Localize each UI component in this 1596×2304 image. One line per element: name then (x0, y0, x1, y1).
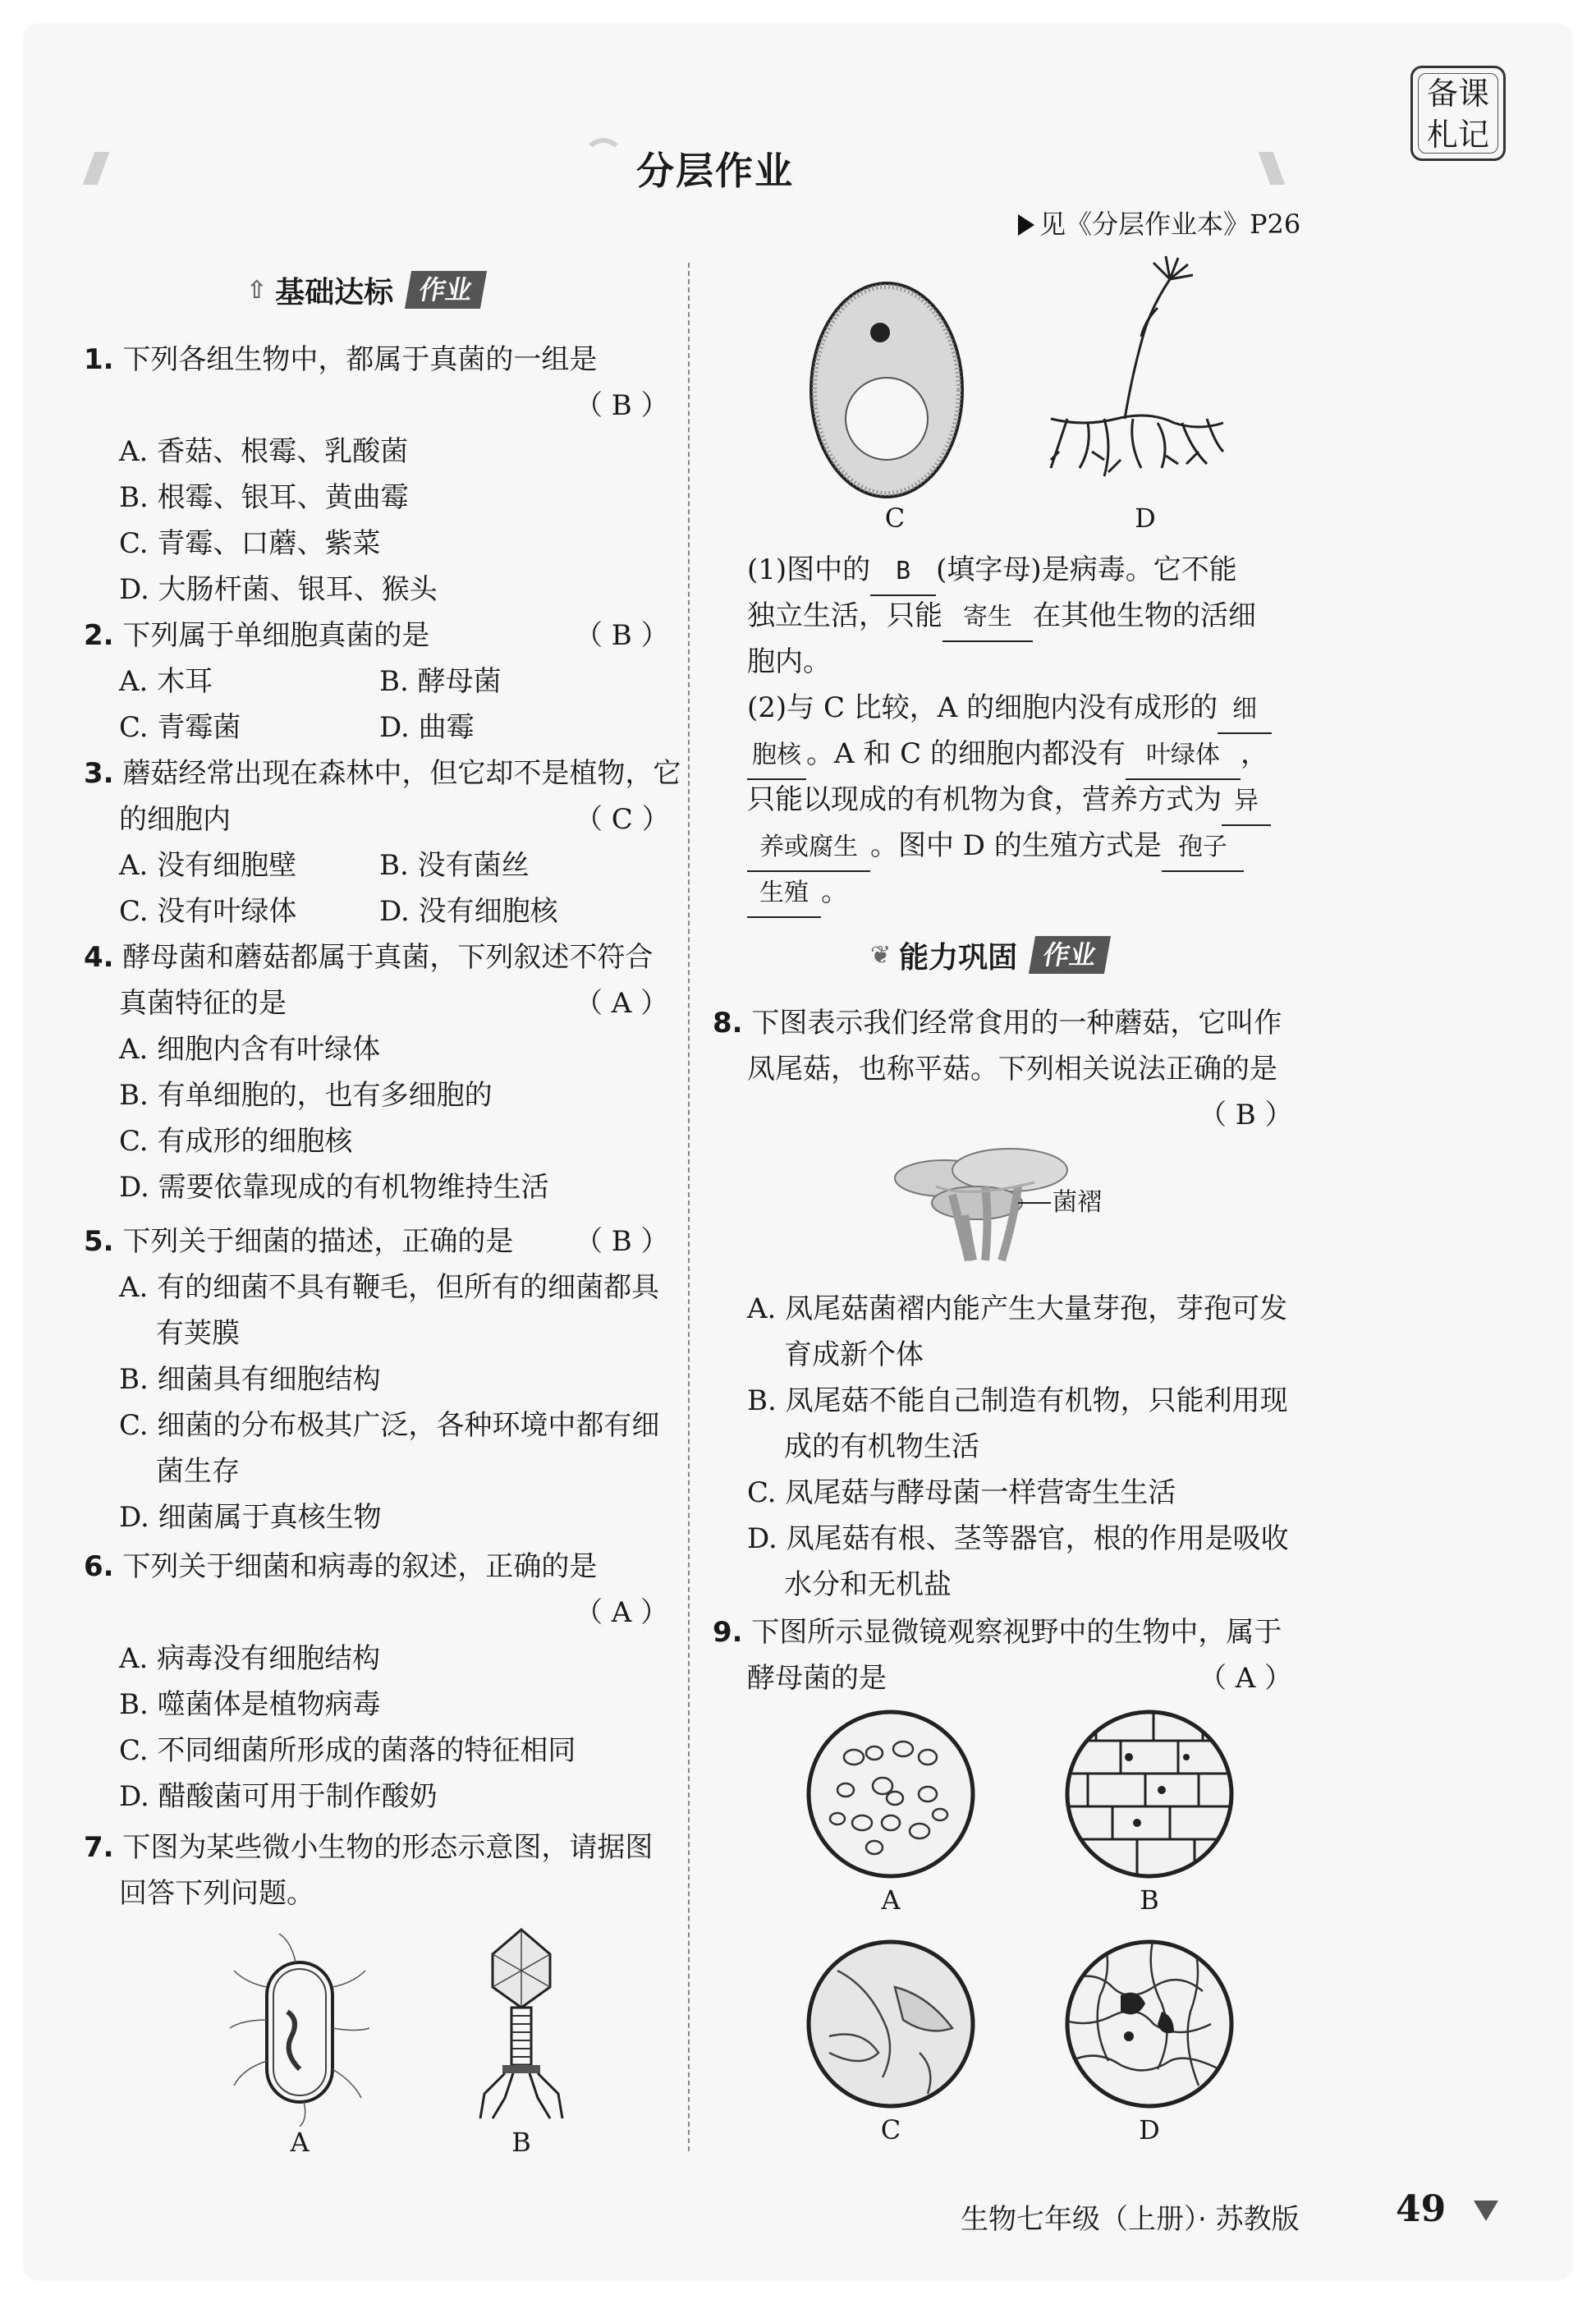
q9-fig-label-a: A (881, 1884, 901, 1916)
q6-option-c: C. 不同细菌所形成的菌落的特征相同 (119, 1734, 576, 1767)
title-swirl-decoration (583, 138, 624, 179)
page-title: 分层作业 (636, 149, 794, 193)
q4-answer: （ A ） (575, 987, 669, 1020)
q6-number: 6. (84, 1550, 114, 1583)
q3-number: 3. (84, 757, 114, 790)
q7-p2-text-c: ， (1241, 737, 1268, 770)
q4-number: 4. (84, 941, 114, 974)
q7-part2-line3 (747, 777, 1271, 826)
q2-option-a: A. 木耳 (119, 665, 213, 698)
q4-option-b: B. 有单细胞的，也有多细胞的 (119, 1079, 493, 1112)
q7-p2-text-d: 只能以现成的有机物为食，营养方式为 (747, 783, 1222, 816)
q2-stem (84, 613, 429, 659)
q7-part1-line3: 胞内。 (747, 645, 831, 678)
q8-answer: （ B ） (1199, 1099, 1293, 1131)
q7-answer-blank-nutrition-1: 异 (1222, 778, 1271, 826)
q7-p1-text-b: (填字母)是病毒。它不能 (936, 553, 1237, 586)
q7-answer-blank-chloroplast: 叶绿体 (1126, 732, 1241, 780)
q5-option-b: B. 细菌具有细胞结构 (119, 1363, 381, 1396)
q8-option-d-line1: D. 凤尾菇有根、茎等器官，根的作用是吸收 (747, 1522, 1289, 1555)
microscope-view-cheek-cells (1063, 1938, 1236, 2110)
q5-stem-text: 下列关于细菌的描述，正确的是 (122, 1225, 514, 1258)
q2-number: 2. (84, 619, 114, 652)
q1-stem-text: 下列各组生物中，都属于真菌的一组是 (122, 343, 598, 376)
q7-fig-label-b: B (511, 2127, 531, 2158)
q1-option-a: A. 香菇、根霉、乳酸菌 (119, 435, 409, 468)
q5-option-d: D. 细菌属于真核生物 (119, 1501, 382, 1534)
q8-figure-label: 菌褶 (1053, 1188, 1102, 1217)
q5-stem (84, 1219, 513, 1264)
q8-stem-text-1: 下图表示我们经常食用的一种蘑菇，它叫作 (751, 1007, 1282, 1040)
q9-fig-label-c: C (880, 2114, 901, 2146)
q7-part1-line2 (747, 593, 1256, 642)
q9-fig-label-d: D (1139, 2114, 1160, 2146)
q8-stem-line1 (713, 1000, 1282, 1046)
q7-answer-blank-nucleus-2: 胞核 (747, 732, 806, 780)
q3-stem-text-1: 蘑菇经常出现在森林中，但它却不是植物，它 (122, 757, 681, 790)
q1-number: 1. (84, 343, 114, 376)
q8-option-d-line2: 水分和无机盐 (784, 1568, 952, 1601)
q7-answer-blank-parasitic: 寄生 (942, 594, 1033, 642)
microscope-view-paramecium (805, 1938, 977, 2110)
q9-number: 9. (713, 1616, 743, 1649)
q7-answer-blank-virus: B (870, 548, 936, 596)
q8-option-b-line1: B. 凤尾菇不能自己制造有机物，只能利用现 (747, 1384, 1288, 1417)
q7-stem-line2: 回答下列问题。 (119, 1877, 314, 1910)
column-divider (688, 263, 690, 2151)
q7-fig-label-c: C (884, 503, 906, 534)
q7-answer-blank-nutrition-2: 养或腐生 (747, 824, 870, 872)
q2-option-b: B. 酵母菌 (379, 665, 502, 698)
q6-answer: （ A ） (575, 1596, 669, 1629)
q1-stem (84, 337, 597, 383)
badge-line-2: 札记 (1426, 117, 1489, 153)
q7-part2-line5 (747, 869, 849, 918)
q2-stem-text: 下列属于单细胞真菌的是 (122, 619, 430, 652)
q7-stem-text-1: 下图为某些微小生物的形态示意图，请据图 (122, 1831, 654, 1864)
q1-option-b: B. 根霉、银耳、黄曲霉 (119, 481, 409, 514)
q8-option-a-line2: 育成新个体 (784, 1338, 924, 1371)
section-ability-header (870, 933, 1108, 977)
microscope-view-plant-cells (1063, 1708, 1236, 1880)
q7-part2-line1 (747, 685, 1272, 734)
q5-option-a-line2: 有荚膜 (156, 1317, 240, 1350)
yeast-cell-figure (805, 275, 969, 513)
q6-option-a: A. 病毒没有细胞结构 (119, 1642, 381, 1675)
q2-option-c: C. 青霉菌 (119, 711, 241, 744)
q7-p1-text-d: 在其他生物的活细 (1033, 599, 1256, 632)
q5-option-c-line1: C. 细菌的分布极其广泛，各种环境中都有细 (119, 1409, 660, 1442)
q5-option-c-line2: 菌生存 (156, 1455, 240, 1488)
bacterium-figure (222, 1930, 378, 2127)
q3-stem-line1 (84, 750, 681, 796)
q5-answer: （ B ） (575, 1225, 669, 1258)
q7-fig-label-d: D (1135, 503, 1156, 534)
q3-option-b: B. 没有菌丝 (379, 849, 530, 882)
q5-number: 5. (84, 1225, 114, 1258)
section-basic-tag: 作业 (405, 271, 487, 309)
q7-part1-line1 (747, 547, 1237, 596)
q4-stem-line1 (84, 934, 653, 980)
section-basic-header (246, 268, 484, 312)
q7-p2-text-e: 。图中 D 的生殖方式是 (870, 829, 1162, 862)
q3-stem-line2: 的细胞内 (119, 803, 231, 836)
microscope-view-yeast (805, 1708, 977, 1880)
q7-p1-text-c: 独立生活，只能 (747, 599, 942, 632)
q2-option-d: D. 曲霉 (379, 711, 475, 744)
q7-number: 7. (84, 1831, 114, 1864)
q8-number: 8. (713, 1007, 743, 1040)
q1-answer: （ B ） (575, 389, 669, 422)
q8-option-b-line2: 成的有机物生活 (784, 1430, 979, 1463)
q3-option-c: C. 没有叶绿体 (119, 895, 297, 928)
lesson-notes-badge (1410, 66, 1506, 161)
q1-option-d: D. 大肠杆菌、银耳、猴头 (119, 573, 438, 606)
q7-answer-blank-reproduction-2: 生殖 (747, 870, 821, 918)
mold-figure (1043, 255, 1231, 501)
q3-answer: （ C ） (575, 803, 670, 836)
q9-stem-line2: 酵母菌的是 (747, 1662, 887, 1695)
q9-answer: （ A ） (1199, 1662, 1293, 1695)
q8-option-c: C. 凤尾菇与酵母菌一样营寄生生活 (747, 1476, 1176, 1509)
q4-stem-text-1: 酵母菌和蘑菇都属于真菌，下列叙述不符合 (122, 941, 654, 974)
q7-p2-text-a: (2)与 C 比较，A 的细胞内没有成形的 (747, 691, 1218, 724)
virus-figure (460, 1921, 583, 2127)
q7-part2-line2 (747, 731, 1268, 780)
q2-answer: （ B ） (575, 619, 669, 652)
q7-fig-label-a: A (290, 2127, 310, 2158)
q7-answer-blank-nucleus-1: 细 (1218, 686, 1272, 734)
section-ability-label: 能力巩固 (899, 940, 1018, 975)
q6-stem-text: 下列关于细菌和病毒的叙述，正确的是 (122, 1550, 598, 1583)
play-arrow-icon (1018, 214, 1034, 236)
q1-option-c: C. 青霉、口蘑、紫菜 (119, 527, 381, 560)
page-number: 49 (1396, 2188, 1447, 2230)
q9-stem-line1 (713, 1609, 1282, 1655)
reference-text: 见《分层作业本》P26 (1039, 209, 1301, 240)
up-arrow-icon: ⇧ (246, 275, 268, 305)
q3-option-d: D. 没有细胞核 (379, 895, 558, 928)
q9-fig-label-b: B (1140, 1884, 1159, 1916)
section-basic-label: 基础达标 (275, 275, 394, 310)
q8-option-a-line1: A. 凤尾菇菌褶内能产生大量芽孢，芽孢可发 (747, 1292, 1288, 1325)
q4-stem-line2: 真菌特征的是 (119, 987, 287, 1020)
q7-answer-blank-reproduction-1: 孢子 (1162, 824, 1244, 872)
q7-p2-text-f: 。 (821, 875, 849, 908)
q4-option-c: C. 有成形的细胞核 (119, 1125, 353, 1158)
badge-line-1: 备课 (1426, 76, 1489, 112)
q8-stem-line2: 凤尾菇，也称平菇。下列相关说法正确的是 (747, 1053, 1277, 1085)
q7-part2-line4 (747, 823, 1244, 872)
leaf-icon: ❦ (870, 940, 892, 970)
q6-option-b: B. 噬菌体是植物病毒 (119, 1688, 381, 1721)
q9-stem-text-1: 下图所示显微镜观察视野中的生物中，属于 (751, 1616, 1282, 1649)
q7-p2-text-b: 。A 和 C 的细胞内都没有 (806, 737, 1126, 770)
q5-option-a-line1: A. 有的细菌不具有鞭毛，但所有的细菌都具 (119, 1271, 660, 1304)
corner-arrow-icon (1470, 2192, 1502, 2225)
q6-option-d: D. 醋酸菌可用于制作酸奶 (119, 1780, 438, 1813)
q4-option-d: D. 需要依靠现成的有机物维持生活 (119, 1171, 549, 1204)
q7-stem-line1 (84, 1824, 653, 1870)
q7-p1-text-a: (1)图中的 (747, 553, 871, 586)
section-ability-tag: 作业 (1029, 936, 1111, 974)
q6-stem (84, 1544, 597, 1590)
q4-option-a: A. 细胞内含有叶绿体 (119, 1033, 381, 1066)
workbook-reference (1018, 204, 1300, 241)
q3-option-a: A. 没有细胞壁 (119, 849, 297, 882)
footer-book-title: 生物七年级（上册）· 苏教版 (961, 2203, 1300, 2236)
